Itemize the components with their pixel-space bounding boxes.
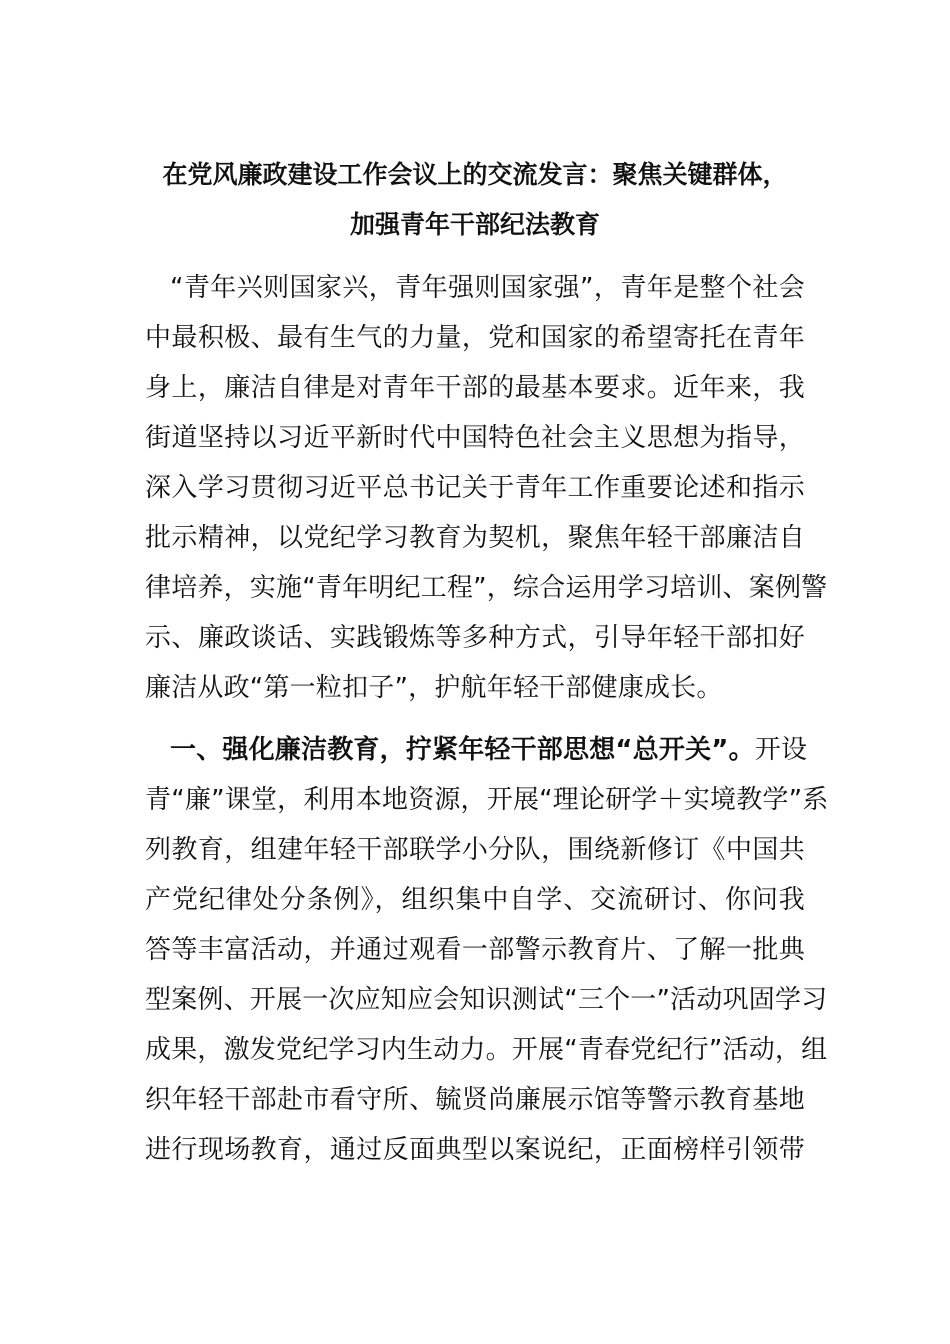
paragraph-1-line: 律培养，实施“青年明纪工程”，综合运用学习培训、案例警 [145, 573, 828, 603]
section-1-line: 青“廉”课堂，利用本地资源，开展“理论研学＋实境教学”系 [145, 785, 829, 815]
document-title-line-2: 加强青年干部纪法教育 [349, 210, 600, 239]
section-1-line: 织年轻干部赴市看守所、毓贤尚廉展示馆等警示教育基地 [145, 1085, 805, 1115]
section-1-line: 成果，激发党纪学习内生动力。开展“青春党纪行”活动，组 [145, 1035, 828, 1065]
paragraph-1-line: 批示精神，以党纪学习教育为契机，聚焦年轻干部廉洁自 [145, 523, 805, 553]
section-1-heading-tail: 开设 [754, 735, 808, 765]
paragraph-1-line: 中最积极、最有生气的力量，党和国家的希望寄托在青年 [145, 323, 805, 353]
section-1-line: 型案例、开展一次应知应会知识测试“三个一”活动巩固学习 [145, 985, 828, 1015]
section-1-line: 产党纪律处分条例》，组织集中自学、交流研讨、你问我 [145, 885, 805, 915]
section-1-heading-line [170, 734, 808, 766]
paragraph-1-line: 深入学习贯彻习近平总书记关于青年工作重要论述和指示 [145, 473, 805, 503]
paragraph-1-line: 廉洁从政“第一粒扣子”，护航年轻干部健康成长。 [145, 673, 723, 703]
document-title-line-1: 在党风廉政建设工作会议上的交流发言：聚焦关键群体， [162, 160, 788, 189]
paragraph-1-line: 街道坚持以习近平新时代中国特色社会主义思想为指导， [145, 423, 805, 453]
paragraph-1-line: 身上，廉洁自律是对青年干部的最基本要求。近年来，我 [145, 373, 805, 403]
section-1-line: 答等丰富活动，并通过观看一部警示教育片、了解一批典 [145, 935, 805, 965]
section-1-heading: 一、强化廉洁教育，拧紧年轻干部思想“总开关”。 [170, 735, 755, 765]
section-1-line: 进行现场教育，通过反面典型以案说纪，正面榜样引领带 [145, 1135, 805, 1165]
paragraph-1-line: “青年兴则国家兴，青年强则国家强”，青年是整个社会 [170, 273, 805, 303]
section-1-line: 列教育，组建年轻干部联学小分队，围绕新修订《中国共 [145, 835, 805, 865]
paragraph-1-line: 示、廉政谈话、实践锻炼等多种方式，引导年轻干部扣好 [145, 623, 805, 653]
